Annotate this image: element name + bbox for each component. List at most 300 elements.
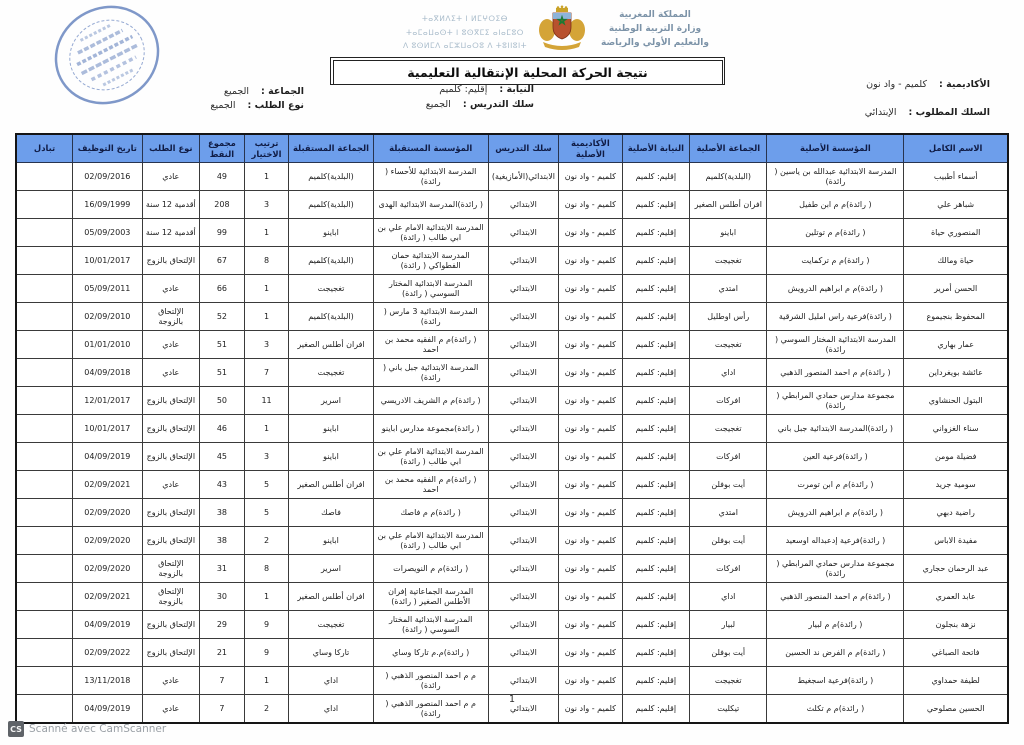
table-cell: الابتدائي bbox=[488, 695, 558, 724]
table-cell bbox=[16, 303, 73, 331]
table-cell: إقليم: كلميم bbox=[622, 639, 689, 667]
table-cell: المدرسة الابتدائية المختار السوسي ( رائدة) bbox=[373, 275, 488, 303]
table-cell: ( رائدة)م م النويصرات bbox=[373, 555, 488, 583]
column-header: الجماعة الأصلية bbox=[690, 134, 767, 163]
table-cell: الابتدائي bbox=[488, 471, 558, 499]
tifinagh-line: ⵜⴰⵎⴰⵡⴰⵙⵜ ⵏ ⵓⵙⴳⵎⵉ ⴰⵏⴰⵎⵓⵔ bbox=[406, 27, 524, 37]
table-cell: كلميم - واد نون bbox=[559, 303, 622, 331]
table-cell: ( رائدة)المدرسة الابتدائية جبل باني bbox=[767, 415, 904, 443]
table-cell: حياة ومالك bbox=[904, 247, 1008, 275]
table-cell: كلميم - واد نون bbox=[559, 555, 622, 583]
teaching-cycle-value: الجميع bbox=[425, 99, 451, 110]
academy-field bbox=[865, 79, 990, 90]
column-header: مجموع النقط bbox=[200, 134, 245, 163]
table-cell: 10/01/2017 bbox=[73, 415, 142, 443]
camscanner-watermark bbox=[8, 721, 166, 737]
column-header: ترتيب الاختيار bbox=[244, 134, 289, 163]
table-cell: إقليم: كلميم bbox=[622, 247, 689, 275]
table-cell: الابتدائي bbox=[488, 275, 558, 303]
table-cell bbox=[16, 275, 73, 303]
table-cell: تغجيجت bbox=[289, 275, 373, 303]
table-cell: كلميم - واد نون bbox=[559, 443, 622, 471]
table-cell: م م احمد المنصور الذهبي ( رائدة) bbox=[373, 695, 488, 724]
table-cell: الإلتحاق بالزوج bbox=[142, 387, 200, 415]
table-cell: إقليم: كلميم bbox=[622, 219, 689, 247]
table-cell bbox=[16, 191, 73, 219]
table-cell: اسرير bbox=[289, 387, 373, 415]
tifinagh-line: ⵜⴰⴳⵍⴷⵉⵜ ⵏ ⵍⵎⵖⵔⵉⴱ bbox=[422, 14, 508, 23]
table-cell: المنصوري حياة bbox=[904, 219, 1008, 247]
table-cell: ( رائدة)فرعية اسجغيط bbox=[767, 667, 904, 695]
table-cell: كلميم - واد نون bbox=[559, 667, 622, 695]
table-cell: ( رائدة)مجموعة مدارس اباينو bbox=[373, 415, 488, 443]
table-cell: تيكليت bbox=[690, 695, 767, 724]
table-cell: اداي bbox=[690, 359, 767, 387]
table-cell: امتدي bbox=[690, 499, 767, 527]
table-cell bbox=[16, 527, 73, 555]
coat-of-arms-icon bbox=[537, 4, 587, 50]
table-cell: راضية دبهي bbox=[904, 499, 1008, 527]
table-cell bbox=[16, 555, 73, 583]
table-cell: 04/09/2019 bbox=[73, 695, 142, 724]
table-cell: إقليم: كلميم bbox=[622, 499, 689, 527]
table-cell: 2 bbox=[244, 527, 289, 555]
table-cell bbox=[16, 415, 73, 443]
page-number: 1 bbox=[508, 694, 516, 705]
table-cell: أيت بوفلن bbox=[690, 639, 767, 667]
table-cell: 02/09/2010 bbox=[73, 303, 142, 331]
table-cell: كلميم - واد نون bbox=[559, 275, 622, 303]
table-cell: أيت بوفلن bbox=[690, 471, 767, 499]
table-cell: ( رائدة)م م ابراهيم الدرويش bbox=[767, 499, 904, 527]
table-cell: 16/09/1999 bbox=[73, 191, 142, 219]
table-cell: أقدمية 12 سنة bbox=[142, 191, 200, 219]
column-header: الاسم الكامل bbox=[904, 134, 1008, 163]
table-cell: افران أطلس الصغير bbox=[289, 583, 373, 611]
table-cell: ( رائدة)م م ابن طفيل bbox=[767, 191, 904, 219]
table-cell: 52 bbox=[200, 303, 245, 331]
table-cell: إقليم: كلميم bbox=[622, 275, 689, 303]
table-cell: ( رائدة)م م الفقيه محمد بن احمد bbox=[373, 471, 488, 499]
tifinagh-line: ⴷ ⵓⵙⵍⵎⴷ ⴰⵎⵣⵡⴰⵔⵓ ⴷ ⵜⵓⵏⵏⵓⵏⵜ bbox=[402, 41, 528, 50]
table-cell: 02/09/2020 bbox=[73, 555, 142, 583]
table-cell: 5 bbox=[244, 471, 289, 499]
column-header: نوع الطلب bbox=[142, 134, 200, 163]
table-cell: عابد العمري bbox=[904, 583, 1008, 611]
table-cell bbox=[16, 639, 73, 667]
table-cell: كلميم - واد نون bbox=[559, 499, 622, 527]
table-cell: سناء الغزواني bbox=[904, 415, 1008, 443]
table-cell bbox=[16, 359, 73, 387]
table-cell: كلميم - واد نون bbox=[559, 471, 622, 499]
table-row bbox=[16, 387, 1008, 415]
table-cell: شباهر علي bbox=[904, 191, 1008, 219]
table-cell: نزهة بنجلون bbox=[904, 611, 1008, 639]
table-cell bbox=[16, 247, 73, 275]
table-cell bbox=[16, 387, 73, 415]
table-cell: الإلتحاق بالزوجة bbox=[142, 303, 200, 331]
table-cell: 9 bbox=[244, 639, 289, 667]
table-cell: 1 bbox=[244, 275, 289, 303]
table-cell: 7 bbox=[200, 667, 245, 695]
delegation-value: إقليم: كلميم bbox=[439, 84, 488, 95]
table-cell: كلميم - واد نون bbox=[559, 247, 622, 275]
table-cell: ( رائدة)م م توتلين bbox=[767, 219, 904, 247]
kingdom-line: المملكة المغربية bbox=[619, 10, 691, 20]
table-cell: ( رائدة)م.م تاركا وساي bbox=[373, 639, 488, 667]
table-cell: الابتدائي bbox=[488, 639, 558, 667]
column-header: النيابة الأصلية bbox=[622, 134, 689, 163]
table-cell: عادي bbox=[142, 359, 200, 387]
delegation-field bbox=[398, 84, 534, 95]
table-cell: ( رائدة)م م الفرض ند الحسين bbox=[767, 639, 904, 667]
table-cell bbox=[16, 499, 73, 527]
table-cell: 8 bbox=[244, 555, 289, 583]
table-cell: 05/09/2003 bbox=[73, 219, 142, 247]
table-cell: إقليم: كلميم bbox=[622, 667, 689, 695]
academy-stamp-icon bbox=[30, 0, 183, 129]
table-cell: افران أطلس الصغير bbox=[289, 471, 373, 499]
table-row bbox=[16, 163, 1008, 191]
table-cell: الإلتحاق بالزوجة bbox=[142, 555, 200, 583]
camscanner-icon: CS bbox=[8, 721, 24, 737]
table-row bbox=[16, 499, 1008, 527]
table-cell: (البلدية)كلميم bbox=[289, 191, 373, 219]
table-cell: ( رائدة)م م تركمايت bbox=[767, 247, 904, 275]
table-cell: أقدمية 12 سنة bbox=[142, 219, 200, 247]
table-cell: 1 bbox=[244, 219, 289, 247]
table-cell: افران أطلس الصغير bbox=[690, 191, 767, 219]
table-cell: إقليم: كلميم bbox=[622, 555, 689, 583]
table-cell: سومية جريد bbox=[904, 471, 1008, 499]
commune-label: الجماعة : bbox=[261, 86, 304, 97]
table-cell: الإلتحاق بالزوجة bbox=[142, 583, 200, 611]
teaching-cycle-label: سلك التدريس : bbox=[462, 99, 534, 110]
table-cell: ( رائدة)م م ابراهيم الدرويش bbox=[767, 275, 904, 303]
table-row bbox=[16, 219, 1008, 247]
table-cell: 11 bbox=[244, 387, 289, 415]
table-cell bbox=[16, 583, 73, 611]
table-cell: البتول الحنشاوي bbox=[904, 387, 1008, 415]
table-cell: الإلتحاق بالزوج bbox=[142, 527, 200, 555]
table-cell: 1 bbox=[244, 163, 289, 191]
table-cell: كلميم - واد نون bbox=[559, 387, 622, 415]
table-cell: كلميم - واد نون bbox=[559, 695, 622, 724]
table-cell: ( رائدة)فرعية إدعبداله اوسعيد bbox=[767, 527, 904, 555]
table-cell: كلميم - واد نون bbox=[559, 163, 622, 191]
table-cell: إقليم: كلميم bbox=[622, 331, 689, 359]
table-cell: إقليم: كلميم bbox=[622, 303, 689, 331]
table-row bbox=[16, 443, 1008, 471]
table-cell: رأس اوطليل bbox=[690, 303, 767, 331]
table-cell: الإلتحاق بالزوج bbox=[142, 443, 200, 471]
table-row bbox=[16, 331, 1008, 359]
table-cell: افركات bbox=[690, 555, 767, 583]
table-cell: 02/09/2021 bbox=[73, 583, 142, 611]
table-row bbox=[16, 191, 1008, 219]
table-cell: المدرسة الابتدائية للأحساء ( رائدة) bbox=[373, 163, 488, 191]
table-cell: المدرسة الابتدائية عبدالله بن ياسين ( رائدة) bbox=[767, 163, 904, 191]
table-cell: كلميم - واد نون bbox=[559, 611, 622, 639]
transfer-results-table bbox=[15, 133, 1009, 724]
table-cell: الإلتحاق بالزوج bbox=[142, 639, 200, 667]
teaching-cycle-field bbox=[398, 99, 534, 110]
requested-cycle-value: الإبتدائي bbox=[864, 107, 897, 118]
ministry-line2: والتعليم الأولي والرياضة bbox=[601, 37, 709, 48]
table-cell: إقليم: كلميم bbox=[622, 583, 689, 611]
table-cell: لبيار bbox=[690, 611, 767, 639]
table-cell: 1 bbox=[244, 667, 289, 695]
table-cell: 04/09/2019 bbox=[73, 443, 142, 471]
table-cell: المدرسة الابتدائية 3 مارس ( رائدة) bbox=[373, 303, 488, 331]
column-header: المؤسسة الأصلية bbox=[767, 134, 904, 163]
commune-field bbox=[192, 86, 304, 97]
table-cell: الابتدائي bbox=[488, 219, 558, 247]
table-cell: 30 bbox=[200, 583, 245, 611]
table-cell: عادي bbox=[142, 471, 200, 499]
table-header-row bbox=[16, 134, 1008, 163]
table-cell: 5 bbox=[244, 499, 289, 527]
table-cell: 38 bbox=[200, 499, 245, 527]
table-row bbox=[16, 359, 1008, 387]
table-cell: 208 bbox=[200, 191, 245, 219]
table-cell: 05/09/2011 bbox=[73, 275, 142, 303]
table-cell: المدرسة الجماعاتية إفران الأطلس الصغير ( رائدة) bbox=[373, 583, 488, 611]
request-type-label: نوع الطلب : bbox=[247, 100, 304, 111]
table-cell: 31 bbox=[200, 555, 245, 583]
table-cell: 1 bbox=[244, 583, 289, 611]
table-cell: كلميم - واد نون bbox=[559, 191, 622, 219]
table-cell: المدرسة الابتدائية المختار السوسي ( رائدة) bbox=[373, 611, 488, 639]
column-header: الأكاديمية الأصلية bbox=[559, 134, 622, 163]
table-cell: 12/01/2017 bbox=[73, 387, 142, 415]
table-cell: ( رائدة)م م الشريف الادريسي bbox=[373, 387, 488, 415]
table-cell: عادي bbox=[142, 331, 200, 359]
table-row bbox=[16, 527, 1008, 555]
table-cell: 3 bbox=[244, 191, 289, 219]
table-cell bbox=[16, 443, 73, 471]
table-row bbox=[16, 247, 1008, 275]
table-cell: الابتدائي bbox=[488, 331, 558, 359]
table-cell bbox=[16, 331, 73, 359]
table-cell: كلميم - واد نون bbox=[559, 639, 622, 667]
meta-delegation-block bbox=[398, 84, 534, 110]
table-cell bbox=[16, 667, 73, 695]
meta-commune-block bbox=[192, 86, 304, 111]
table-cell: إقليم: كلميم bbox=[622, 359, 689, 387]
table-cell: الإلتحاق بالزوج bbox=[142, 415, 200, 443]
table-cell: اباينو bbox=[289, 219, 373, 247]
table-cell: تغجيجت bbox=[289, 611, 373, 639]
table-row bbox=[16, 667, 1008, 695]
table-cell: إقليم: كلميم bbox=[622, 527, 689, 555]
table-cell: عادي bbox=[142, 667, 200, 695]
ministry-header-tifinagh bbox=[398, 12, 532, 53]
table-cell: الإلتحاق بالزوج bbox=[142, 611, 200, 639]
table-row bbox=[16, 583, 1008, 611]
table-body bbox=[16, 163, 1008, 724]
table-cell: الابتدائي bbox=[488, 443, 558, 471]
table-row bbox=[16, 471, 1008, 499]
table-cell: 7 bbox=[244, 359, 289, 387]
table-cell: 02/09/2020 bbox=[73, 527, 142, 555]
table-cell: تغجيجت bbox=[690, 331, 767, 359]
table-cell: لطيفة حمداوي bbox=[904, 667, 1008, 695]
table-cell: اباينو bbox=[690, 219, 767, 247]
table-cell: مجموعة مدارس حمادي المرابطي ( رائدة) bbox=[767, 387, 904, 415]
table-cell: إقليم: كلميم bbox=[622, 443, 689, 471]
table-cell: اسرير bbox=[289, 555, 373, 583]
table-cell: تغجيجت bbox=[690, 247, 767, 275]
table-cell: المدرسة الابتدائية الامام علي بن ابي طالب ( رائدة) bbox=[373, 443, 488, 471]
table-cell: 13/11/2018 bbox=[73, 667, 142, 695]
table-cell: 50 bbox=[200, 387, 245, 415]
table-cell: المدرسة الابتدائية الامام علي بن ابي طالب ( رائدة) bbox=[373, 527, 488, 555]
request-type-field bbox=[192, 100, 304, 111]
table-cell: الابتدائي bbox=[488, 191, 558, 219]
document-title: نتيجة الحركة المحلية الإنتقالية التعليمية bbox=[333, 60, 723, 85]
table-cell: 8 bbox=[244, 247, 289, 275]
table-cell: (البلدية)كلميم bbox=[690, 163, 767, 191]
table-cell: 02/09/2016 bbox=[73, 163, 142, 191]
table-cell: تغجيجت bbox=[289, 359, 373, 387]
table-cell: المحفوظ بنجيموع bbox=[904, 303, 1008, 331]
requested-cycle-label: السلك المطلوب : bbox=[908, 107, 990, 118]
table-cell: فاتحة الصباغي bbox=[904, 639, 1008, 667]
delegation-label: النيابة : bbox=[499, 84, 534, 95]
table-cell: افركات bbox=[690, 443, 767, 471]
table-cell: 7 bbox=[200, 695, 245, 724]
table-cell: افران أطلس الصغير bbox=[289, 331, 373, 359]
table-row bbox=[16, 611, 1008, 639]
table-cell: (البلدية)كلميم bbox=[289, 247, 373, 275]
table-cell: عائشة بويغرداين bbox=[904, 359, 1008, 387]
request-type-value: الجميع bbox=[210, 100, 236, 111]
table-cell: تغجيجت bbox=[690, 415, 767, 443]
table-cell bbox=[16, 611, 73, 639]
table-row bbox=[16, 639, 1008, 667]
table-cell: اباينو bbox=[289, 443, 373, 471]
table-cell bbox=[16, 471, 73, 499]
table-cell bbox=[16, 163, 73, 191]
table-cell: الحسن أمرير bbox=[904, 275, 1008, 303]
table-cell: اداي bbox=[690, 583, 767, 611]
table-cell: 2 bbox=[244, 695, 289, 724]
commune-value: الجميع bbox=[223, 86, 249, 97]
table-cell: إقليم: كلميم bbox=[622, 415, 689, 443]
table-cell: 3 bbox=[244, 443, 289, 471]
table-cell: إقليم: كلميم bbox=[622, 387, 689, 415]
table-cell: أسماء أطبيب bbox=[904, 163, 1008, 191]
table-cell: ( رائدة)فرعية راس امليل الشرقية bbox=[767, 303, 904, 331]
table-cell: 1 bbox=[244, 415, 289, 443]
table-cell: الابتدائي bbox=[488, 387, 558, 415]
table-cell: أيت بوفلن bbox=[690, 527, 767, 555]
table-cell: إقليم: كلميم bbox=[622, 695, 689, 724]
table-row bbox=[16, 275, 1008, 303]
table-row bbox=[16, 415, 1008, 443]
table-cell: المدرسة الابتدائية الامام علي بن ابي طالب ( رائدة) bbox=[373, 219, 488, 247]
table-cell: 43 bbox=[200, 471, 245, 499]
table-cell: إقليم: كلميم bbox=[622, 191, 689, 219]
table-cell: الإلتحاق بالزوج bbox=[142, 247, 200, 275]
table-cell: 49 bbox=[200, 163, 245, 191]
table-cell: الابتدائي bbox=[488, 303, 558, 331]
table-cell: (البلدية)كلميم bbox=[289, 303, 373, 331]
table-cell: 29 bbox=[200, 611, 245, 639]
table-cell: 04/09/2019 bbox=[73, 611, 142, 639]
table-cell: مفيدة الاباس bbox=[904, 527, 1008, 555]
table-cell: ( رائدة)فرعية العين bbox=[767, 443, 904, 471]
table-cell: عمار بهاري bbox=[904, 331, 1008, 359]
table-cell: 45 bbox=[200, 443, 245, 471]
table-cell: عادي bbox=[142, 275, 200, 303]
table-cell: الابتدائي bbox=[488, 611, 558, 639]
table-cell: الإلتحاق بالزوج bbox=[142, 499, 200, 527]
table-cell: كلميم - واد نون bbox=[559, 359, 622, 387]
table-cell: 01/01/2010 bbox=[73, 331, 142, 359]
table-cell: 66 bbox=[200, 275, 245, 303]
table-cell: 02/09/2021 bbox=[73, 471, 142, 499]
table-cell: 46 bbox=[200, 415, 245, 443]
table-cell: كلميم - واد نون bbox=[559, 583, 622, 611]
column-header: تبادل bbox=[16, 134, 73, 163]
table-cell: كلميم - واد نون bbox=[559, 219, 622, 247]
table-cell: 1 bbox=[244, 303, 289, 331]
table-cell: ( رائدة)م م الفقيه محمد بن احمد bbox=[373, 331, 488, 359]
table-cell: ( رائدة)م م ابن تومرت bbox=[767, 471, 904, 499]
column-header: المؤسسة المستقبلة bbox=[373, 134, 488, 163]
table-cell: تاركا وساي bbox=[289, 639, 373, 667]
table-cell: 9 bbox=[244, 611, 289, 639]
column-header: سلك التدريس bbox=[488, 134, 558, 163]
table-cell: ( رائدة)م م احمد المنصور الذهبي bbox=[767, 359, 904, 387]
table-cell: فاصك bbox=[289, 499, 373, 527]
table-cell: عادي bbox=[142, 163, 200, 191]
table-cell: ( رائدة)م م تكلث bbox=[767, 695, 904, 724]
academy-label: الأكاديمية : bbox=[939, 79, 990, 90]
table-cell: 02/09/2020 bbox=[73, 499, 142, 527]
table-cell: عادي bbox=[142, 695, 200, 724]
column-header: تاريخ التوظيف bbox=[73, 134, 142, 163]
table-cell: المدرسة الابتدائية جبل باني ( رائدة) bbox=[373, 359, 488, 387]
table-cell: (البلدية)كلميم bbox=[289, 163, 373, 191]
table-cell: 51 bbox=[200, 359, 245, 387]
table-row bbox=[16, 303, 1008, 331]
ministry-line: وزارة التربية الوطنية bbox=[608, 23, 702, 34]
table-cell: م م احمد المنصور الذهبي ( رائدة) bbox=[373, 667, 488, 695]
table-cell: 51 bbox=[200, 331, 245, 359]
table-cell: الابتدائي(الأمازيغية) bbox=[488, 163, 558, 191]
table-cell: كلميم - واد نون bbox=[559, 415, 622, 443]
table-cell: إقليم: كلميم bbox=[622, 611, 689, 639]
table-cell: المدرسة الابتدائية المختار السوسي ( رائدة) bbox=[767, 331, 904, 359]
table-cell: 99 bbox=[200, 219, 245, 247]
table-cell bbox=[16, 219, 73, 247]
meta-academy-block bbox=[865, 79, 990, 118]
requested-cycle-field bbox=[865, 107, 990, 118]
table-cell: الابتدائي bbox=[488, 359, 558, 387]
table-cell: ( رائدة)م م فاصك bbox=[373, 499, 488, 527]
table-cell: الابتدائي bbox=[488, 667, 558, 695]
table-cell: 21 bbox=[200, 639, 245, 667]
table-cell: إقليم: كلميم bbox=[622, 163, 689, 191]
table-cell: ( رائدة)المدرسة الابتدائية الهدى bbox=[373, 191, 488, 219]
table-cell: الحسين مصلوحي bbox=[904, 695, 1008, 724]
academy-value: كلميم - واد نون bbox=[866, 79, 927, 90]
table-cell: المدرسة الابتدائية حمان الفطواكي ( رائدة) bbox=[373, 247, 488, 275]
table-cell: الابتدائي bbox=[488, 583, 558, 611]
